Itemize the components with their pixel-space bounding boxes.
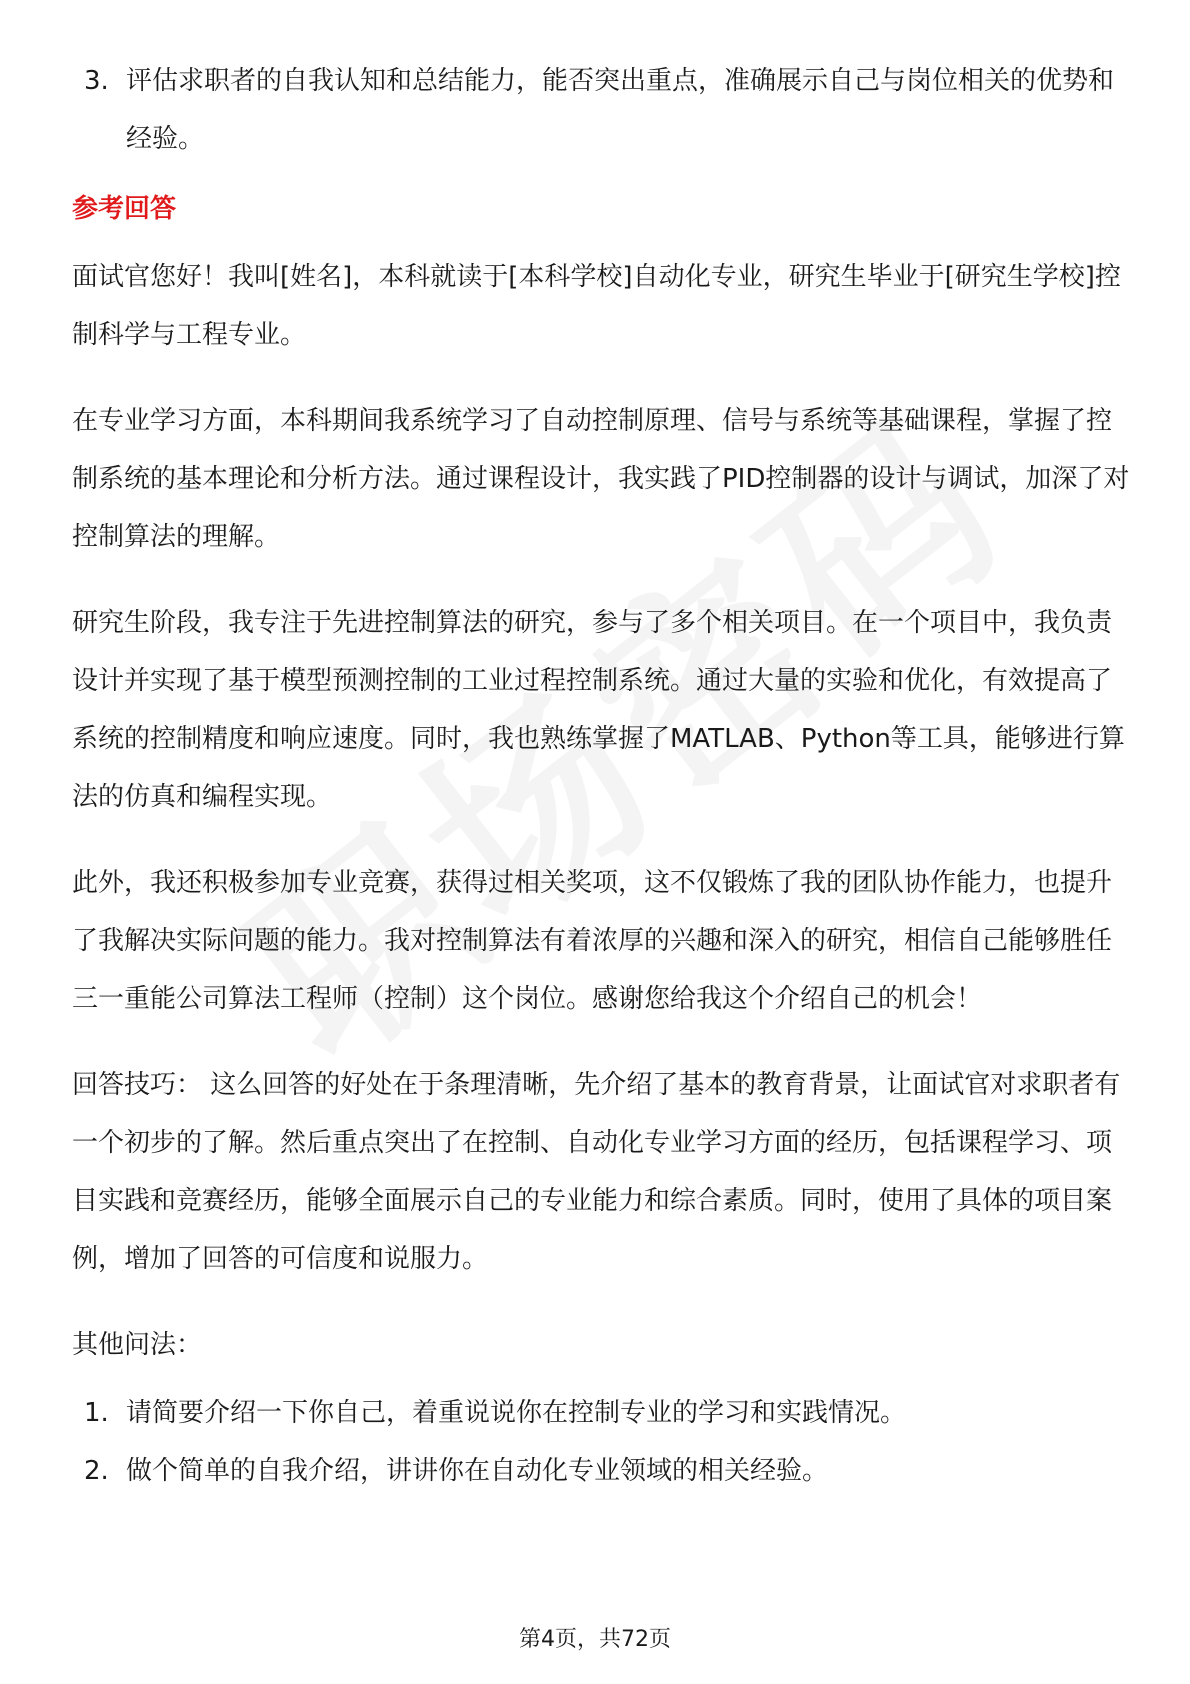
- list-item: [72, 1442, 1132, 1500]
- list-item-text: 做个简单的自我介绍，讲讲你在自动化专业领域的相关经验。: [126, 1456, 829, 1486]
- list-item-text: 评估求职者的自我认知和总结能力，能否突出重点，准确展示自己与岗位相关的优势和经验。: [126, 66, 1115, 154]
- page-content: [72, 52, 1132, 1500]
- list-item-number: 1.: [84, 1398, 109, 1428]
- list-item-number: 2.: [84, 1456, 109, 1486]
- other-questions-list: [72, 1384, 1132, 1500]
- list-item-number: 3.: [84, 66, 109, 96]
- answer-heading: 参考回答: [72, 194, 177, 224]
- paragraph-competitions: 此外，我还积极参加专业竞赛，获得过相关奖项，这不仅锻炼了我的团队协作能力，也提升了我解决实际问题的能力。我对控制算法有着浓厚的兴趣和深入的研究，相信自己能够胜任三一重能公司算法工程师（控制）这个岗位。感谢您给我这个介绍自己的机会！: [72, 868, 1113, 1014]
- page-footer: 第4页，共72页: [519, 1627, 671, 1652]
- paragraph-intro: 面试官您好！我叫[姓名]，本科就读于[本科学校]自动化专业，研究生毕业于[研究生学校]控制科学与工程专业。: [72, 262, 1121, 350]
- list-item: [72, 52, 1132, 168]
- list-item-text: 请简要介绍一下你自己，着重说说你在控制专业的学习和实践情况。: [126, 1398, 907, 1428]
- paragraph-graduate: 研究生阶段，我专注于先进控制算法的研究，参与了多个相关项目。在一个项目中，我负责设计并实现了基于模型预测控制的工业过程控制系统。通过大量的实验和优化，有效提高了系统的控制精度和响应速度。同时，我也熟练掌握了MATLAB、Python等工具，能够进行算法的仿真和编程实现。: [72, 608, 1125, 812]
- criteria-list: [72, 52, 1132, 168]
- paragraph-other-questions: 其他问法：: [72, 1330, 203, 1360]
- paragraph-tips: 回答技巧： 这么回答的好处在于条理清晰，先介绍了基本的教育背景，让面试官对求职者有一个初步的了解。然后重点突出了在控制、自动化专业学习方面的经历，包括课程学习、项目实践和竞赛经历，能够全面展示自己的专业能力和综合素质。同时，使用了具体的项目案例，增加了回答的可信度和说服力。: [72, 1070, 1121, 1274]
- list-item: [72, 1384, 1132, 1442]
- paragraph-undergrad: 在专业学习方面，本科期间我系统学习了自动控制原理、信号与系统等基础课程，掌握了控制系统的基本理论和分析方法。通过课程设计，我实践了PID控制器的设计与调试，加深了对控制算法的理解。: [72, 406, 1130, 552]
